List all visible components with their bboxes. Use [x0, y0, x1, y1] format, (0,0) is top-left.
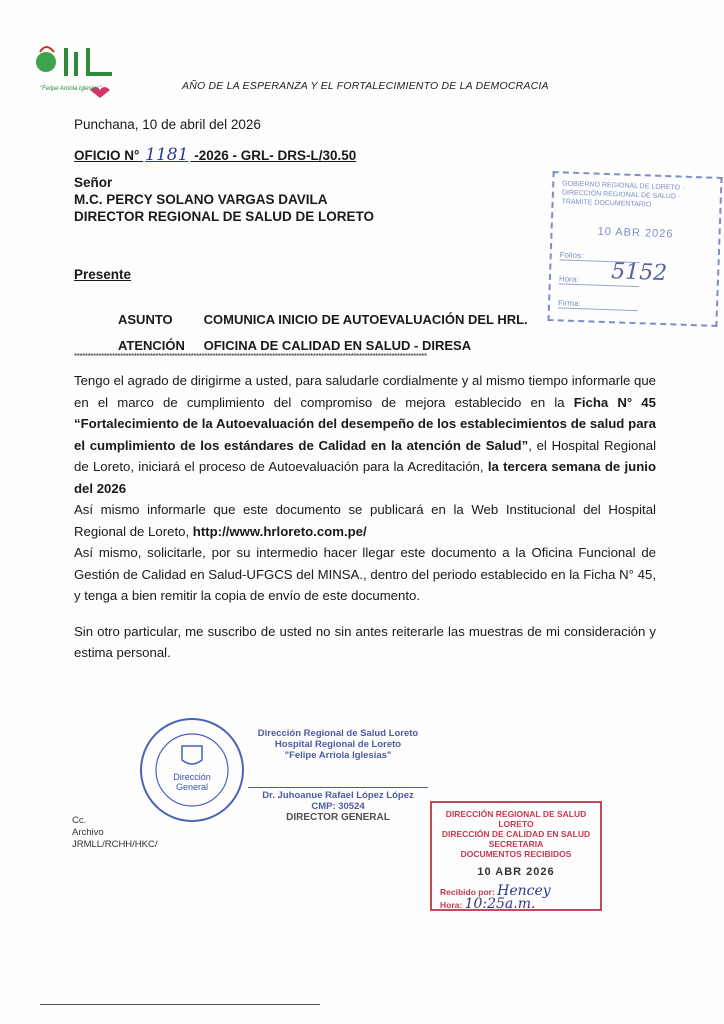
cc-block: [72, 815, 158, 851]
closing-paragraph: Sin otro particular, me suscribo de usted no sin antes reiterarle las muestras de mi consideración y estima personal.: [74, 623, 656, 660]
paragraph-3: Así mismo, solicitarle, por su intermedio hacer llegar este documento a la Oficina Funcional de Gestión de Calidad en Salud-UFGCS del MINSA., dentro del periodo establecido en la Ficha N° 45, y tenga a bien remitir la copia de envío de este documento.: [74, 545, 656, 603]
registration-number-handwriting: 5152: [610, 259, 668, 287]
red-stamp-line-2: DIRECCIÓN DE CALIDAD EN SALUD: [441, 829, 591, 839]
atencion-row: [118, 338, 471, 353]
ficha-45-title: Ficha N° 45 “Fortalecimiento de la Autoevaluación del desempeño de los establecimientos de salud para el cumplimiento de los estándares de Calidad en la atención de Salud”: [74, 394, 656, 453]
recipient-salutation: Señor: [74, 175, 113, 190]
paragraph-2: Así mismo informarle que este documento se publicará en la Web Institucional del Hospital Regional de Loreto, http://www.hrloreto.com.pe/: [74, 502, 656, 539]
place-date: Punchana, 10 de abril del 2026: [74, 117, 261, 132]
oficio-prefix: OFICIO N°: [74, 148, 140, 163]
reception-stamp-blue: [547, 171, 722, 327]
org-line-2: Hospital Regional de Loreto: [274, 739, 402, 750]
round-seal-stamp: [138, 716, 246, 824]
red-stamp-date: 10 ABR 2026: [477, 866, 555, 878]
received-time-handwriting: 10:25a.m.: [464, 896, 536, 912]
org-line-1: Dirección Regional de Salud Loreto: [257, 728, 419, 739]
start-date-highlight: la tercera semana de junio del 2026: [74, 459, 657, 496]
red-stamp-line-3: SECRETARIA: [488, 839, 544, 849]
recipient-position: DIRECTOR REGIONAL DE SALUD DE LORETO: [74, 209, 375, 224]
signer-name: Dr. Juhoanue Rafael López López: [248, 787, 428, 801]
blue-stamp-header: GOBIERNO REGIONAL DE LORETO · DIRECCIÓN REGIONAL DE SALUD · TRAMITE DOCUMENTARIO: [561, 180, 685, 209]
presente-heading: Presente: [74, 267, 132, 282]
asunto-label: ASUNTO: [118, 312, 173, 327]
cc-initials: JRMLL/RCHH/HKC/: [72, 839, 158, 850]
org-line-3: "Felipe Arriola Iglesias": [284, 750, 392, 761]
hospital-logo: [30, 38, 122, 104]
red-stamp-line-4: DOCUMENTOS RECIBIDOS: [460, 849, 572, 859]
red-stamp-time-row: Hora: 10:25a.m.: [440, 896, 536, 912]
cc-archivo: Archivo: [72, 827, 104, 838]
asunto-row: [118, 312, 528, 327]
cc-label: Cc.: [72, 815, 87, 826]
oficio-reference: [74, 145, 356, 165]
received-by-handwriting: Hencey: [497, 883, 551, 899]
letter-body: [74, 370, 656, 664]
separator-line: **********************************************************************************************************************************: [74, 352, 427, 361]
red-stamp-line-1: DIRECCIÓN REGIONAL DE SALUD LORETO: [445, 809, 587, 829]
oficio-suffix: -2026 - GRL- DRS-L/30.50: [194, 148, 357, 163]
paragraph-1: Tengo el agrado de dirigirme a usted, para saludarle cordialmente y al mismo tiempo informarle que en el marco de cumplimiento del compromiso de mejora establecido en la Ficha N° 45 “Fortalecimiento de la Autoevaluación del desempeño de los establecimientos de salud para el cumplimiento de los estándares de Calidad en la atención de Salud”, el Hospital Regional de Loreto, iniciará el proceso de Autoevaluación para la Acreditación, la tercera semana de junio del 2026: [74, 373, 657, 496]
reception-stamp-red: [430, 801, 602, 911]
red-stamp-received-row: Recibido por: Hencey: [440, 883, 551, 899]
atencion-label: ATENCIÓN: [118, 338, 185, 353]
signer-title: DIRECTOR GENERAL: [286, 812, 390, 823]
recipient-name: M.C. PERCY SOLANO VARGAS DAVILA: [74, 192, 328, 207]
footer-divider: [40, 1004, 320, 1005]
signature-block: [248, 728, 428, 823]
signer-cmp: CMP: 30524: [311, 801, 365, 812]
oficio-number: 1181: [145, 145, 189, 165]
blue-stamp-fields: Folios: Hora: Firma:: [558, 250, 710, 313]
logo-tagline: "Felipe Arriola Iglesias": [40, 86, 102, 92]
blue-stamp-date: 10 ABR 2026: [597, 225, 674, 241]
website-link[interactable]: http://www.hrloreto.com.pe/: [192, 523, 367, 539]
round-seal-center: Dirección General: [173, 772, 211, 792]
atencion-value: OFICINA DE CALIDAD EN SALUD - DIRESA: [203, 338, 472, 353]
asunto-value: COMUNICA INICIO DE AUTOEVALUACIÓN DEL HRL.: [203, 312, 528, 327]
year-motto: AÑO DE LA ESPERANZA Y EL FORTALECIMIENTO DE LA DEMOCRACIA: [182, 80, 549, 92]
recipient-block: [74, 174, 374, 225]
